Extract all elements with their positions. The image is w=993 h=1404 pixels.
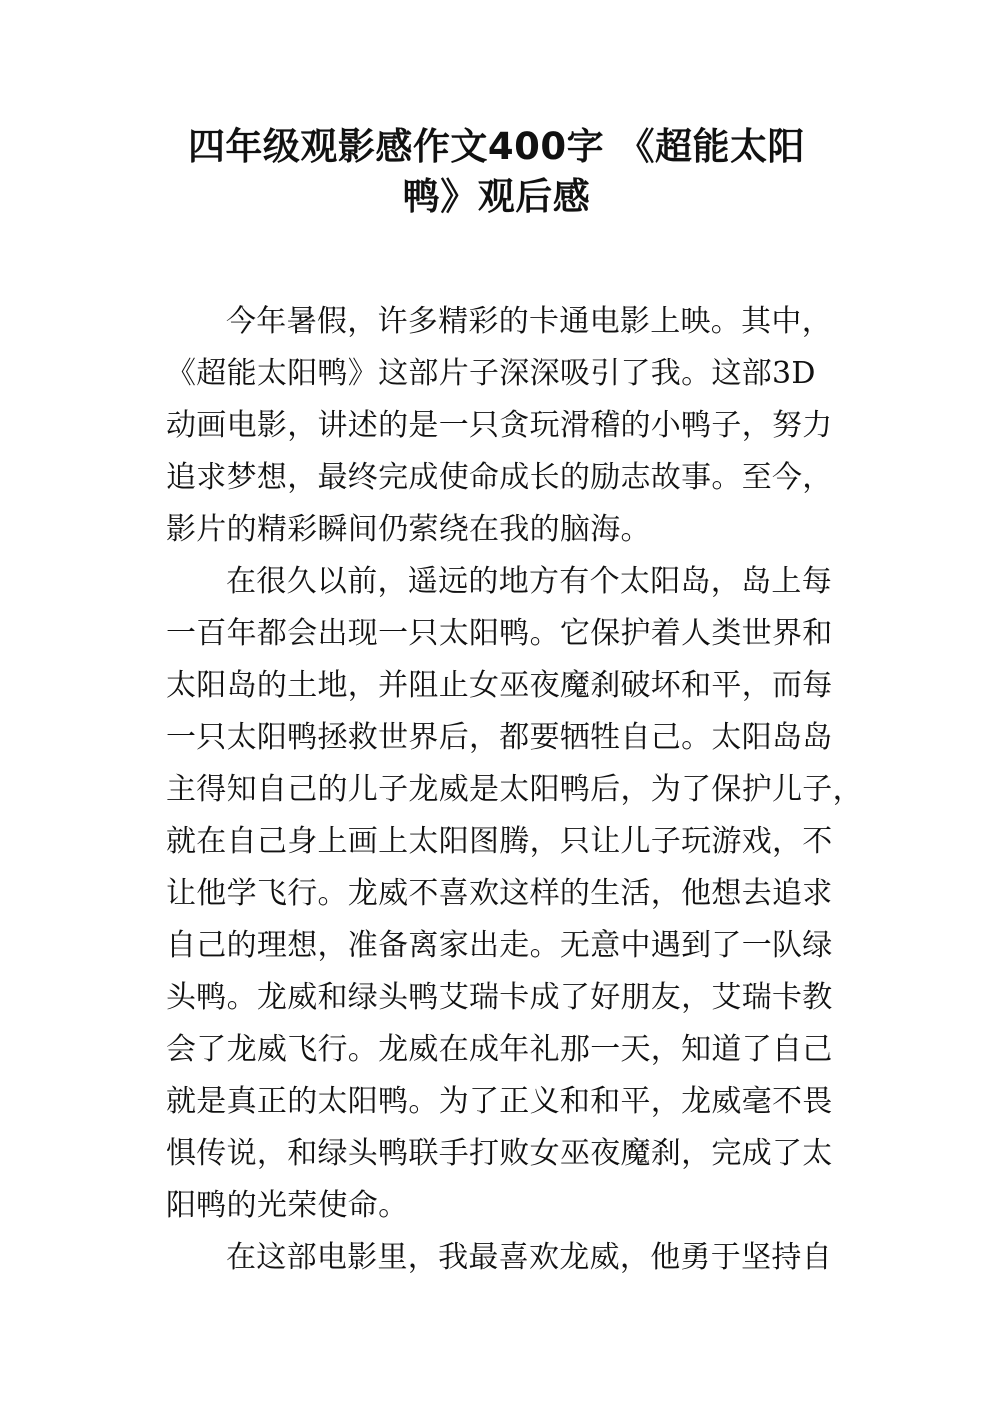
text-line: 动画电影，讲述的是一只贪玩滑稽的小鸭子，努力 [166, 408, 833, 443]
text-line: 一只太阳鸭拯救世界后，都要牺牲自己。太阳岛岛 [166, 720, 833, 755]
text-line: 《超能太阳鸭》这部片子深深吸引了我。这部3D [166, 356, 816, 391]
text-line: 就在自己身上画上太阳图腾，只让儿子玩游戏，不 [166, 824, 833, 859]
page-title [150, 122, 843, 222]
text-line: 自己的理想，准备离家出走。无意中遇到了一队绿 [166, 928, 833, 963]
text-line: 会了龙威飞行。龙威在成年礼那一天，知道了自己 [166, 1032, 833, 1067]
paragraph-1 [166, 296, 846, 556]
text-line: 就是真正的太阳鸭。为了正义和和平，龙威毫不畏 [166, 1084, 833, 1119]
essay-body [166, 296, 863, 1284]
title-line-1: 四年级观影感作文400字 《超能太阳 [187, 125, 806, 168]
text-line: 阳鸭的光荣使命。 [166, 1188, 409, 1223]
text-line: 一百年都会出现一只太阳鸭。它保护着人类世界和 [166, 616, 833, 651]
title-line-2: 鸭》观后感 [402, 175, 591, 218]
text-line: 影片的精彩瞬间仍萦绕在我的脑海。 [166, 512, 651, 547]
text-line: 在很久以前，遥远的地方有个太阳岛，岛上每 [226, 564, 832, 599]
text-line: 今年暑假，许多精彩的卡通电影上映。其中， [226, 304, 832, 339]
text-line: 追求梦想，最终完成使命成长的励志故事。至今， [166, 460, 833, 495]
text-line: 让他学飞行。龙威不喜欢这样的生活，他想去追求 [166, 876, 833, 911]
text-line: 头鸭。龙威和绿头鸭艾瑞卡成了好朋友，艾瑞卡教 [166, 980, 833, 1015]
text-line: 惧传说，和绿头鸭联手打败女巫夜魔刹，完成了太 [166, 1136, 833, 1171]
text-line: 在这部电影里，我最喜欢龙威，他勇于坚持自 [226, 1240, 832, 1275]
paragraph-3 [166, 1232, 846, 1284]
text-line: 主得知自己的儿子龙威是太阳鸭后，为了保护儿子， [166, 772, 863, 807]
paragraph-2 [166, 556, 863, 1232]
text-line: 太阳岛的土地，并阻止女巫夜魔刹破坏和平，而每 [166, 668, 833, 703]
